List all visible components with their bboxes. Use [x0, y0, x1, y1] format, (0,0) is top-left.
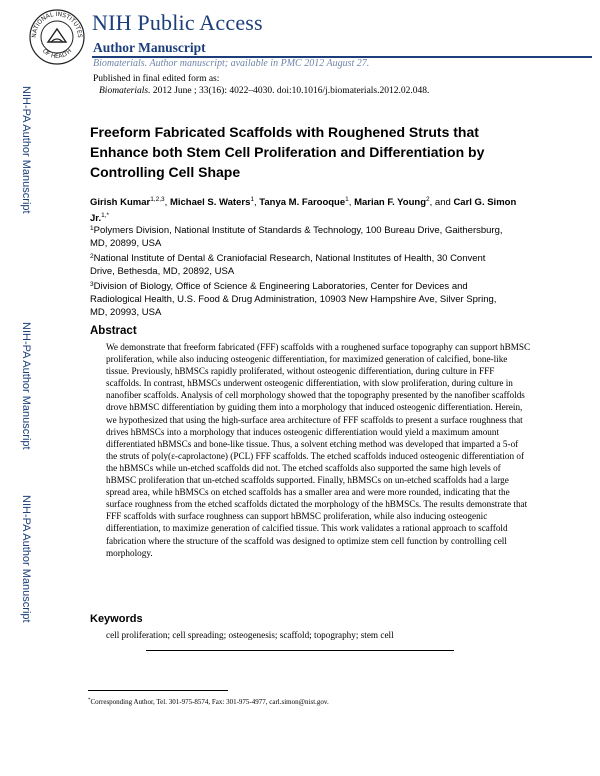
author-sep: , — [254, 197, 260, 208]
footnote — [88, 698, 329, 706]
footnote-rule — [88, 690, 228, 691]
published-label: Published in final edited form as: — [93, 74, 220, 84]
author-manuscript-label: Author Manuscript — [93, 40, 206, 55]
affiliation-1 — [90, 222, 510, 250]
author-sep: , — [348, 197, 355, 208]
footnote-sup: * — [88, 698, 91, 703]
author-name: Michael S. Waters — [169, 197, 251, 208]
abstract-heading: Abstract — [90, 325, 137, 337]
nih-public-access-title: NIH Public Access — [92, 10, 263, 35]
author-sup: 1 — [250, 196, 254, 203]
logo-text-bottom: OF HEALTH — [40, 47, 74, 61]
svg-text:OF HEALTH — [41, 48, 73, 60]
keywords-text: cell proliferation; cell spreading; osteogenesis; scaffold; topography; stem cell — [106, 630, 394, 640]
side-banner-1 — [18, 86, 32, 246]
availability-notice — [93, 58, 369, 69]
affiliation-sup: 2 — [90, 253, 94, 260]
author-name: Marian F. Young — [354, 197, 427, 208]
author-sup: 1,2,3 — [150, 196, 165, 203]
author-sep: , and — [429, 197, 454, 208]
citation-text: 2012 June ; 33(16): 4022–4030. doi:10.1016/j.biomaterials.2012.02.048. — [150, 86, 430, 96]
citation-journal: Biomaterials. — [99, 86, 151, 96]
notice-journal: Biomaterials. — [93, 58, 148, 69]
svg-text:NATIONAL INSTITUTES — [31, 11, 83, 38]
nih-logo — [28, 8, 86, 66]
footnote-text: Corresponding Author, Tel. 301-975-8574, Fax: 301-975-4977, carl.simon@nist.gov. — [90, 698, 329, 706]
side-banner-3 — [18, 495, 32, 650]
notice-text: Author manuscript; available in PMC 2012 August 27. — [147, 58, 370, 69]
affiliation-sup: 3 — [90, 281, 94, 288]
affiliation-text: Polymers Division, National Institute of Standards & Technology, 100 Bureau Drive, Gaithersburg, MD, 20899, USA — [90, 225, 503, 249]
article-title: Freeform Fabricated Scaffolds with Roughened Struts that Enhance both Stem Cell Proliferation and Differentiation by Controlling Cell Shape — [90, 124, 485, 180]
affiliation-2 — [90, 250, 510, 278]
side-banner-text: NIH-PA Author Manuscript — [20, 322, 32, 450]
keywords-heading: Keywords — [90, 613, 143, 625]
section-divider — [146, 650, 454, 651]
side-banner-2 — [18, 322, 32, 477]
author-name: Carl G. Simon Jr. — [90, 197, 517, 224]
citation — [99, 86, 429, 96]
abstract-text: We demonstrate that freeform fabricated (FFF) scaffolds with a roughened surface topography can support hBMSC proliferation, while also inducing osteogenic differentiation, for maximized generation of calcified, bone-like tissue. Previously, hBMSCs rapidly proliferated, without osteogenic differentiation, during culture in FFF scaffolds. In contrast, hBMSCs underwent osteogenic differentiation, with slow proliferation, during culture in nanofiber scaffolds. Analysis of cell morphology showed that the topography presented by the nanofiber scaffolds drove hBMSC differentiation by guiding them into a morphology that induced osteogenic differentiation. Herein, we hypothesized that using the high-surface area architecture of FFF scaffolds to present a surface roughness that drives hBMSCs into a morphology that induces osteogenic differentiation would yield a maximum amount differentiated hBMSCs and bone-like tissue. Thus, a solvent etching method was developed that imparted a 5-of the struts of poly(ε-caprolactone) (PCL) FFF scaffolds. The etched scaffolds induced osteogenic differentiation of the hBMSCs while un-etched scaffolds did not. The etched scaffolds also supported the same high levels of hBMSC proliferation that un-etched scaffolds supported. Finally, hBMSCs on un-etched scaffolds had a large spread area, while hBMSCs on etched scaffolds has a smaller area and were more rounded, indicating that the surface roughness from the etched scaffolds dictated the morphology of the hBMSCs. The results demonstrate that FFF scaffolds with surface roughness can support hBMSC proliferation, while also inducing osteogenic differentiation, to maximize generation of calcified tissue. This work validates a rational approach to scaffold fabrication where the structure of the scaffold was designed to optimize stem cell function by controlling cell morphology. — [106, 342, 531, 558]
affiliation-3 — [90, 278, 510, 319]
author-name: Tanya M. Farooque — [259, 197, 346, 208]
author-sep: , — [164, 197, 170, 208]
side-banner-text: NIH-PA Author Manuscript — [20, 495, 32, 623]
author-sup: 1,* — [101, 212, 110, 219]
affiliation-text: National Institute of Dental & Craniofacial Research, National Institutes of Health, 30 Convent Drive, Bethesda, MD, 20892, USA — [90, 253, 486, 277]
author-name: Girish Kumar — [90, 197, 151, 208]
author-sup: 2 — [426, 196, 430, 203]
author-sup: 1 — [345, 196, 349, 203]
author-list — [90, 193, 520, 225]
affiliation-text: Division of Biology, Office of Science & Engineering Laboratories, Center for Devices and Radiological Health, U.S. Food & Drug Administration, 10903 New Hampshire Ave, Silver Spring, MD, 20993, USA — [90, 281, 497, 318]
logo-text-top: NATIONAL INSTITUTES — [30, 10, 84, 38]
side-banner-text: NIH-PA Author Manuscript — [20, 86, 32, 214]
affiliation-sup: 1 — [90, 225, 94, 232]
